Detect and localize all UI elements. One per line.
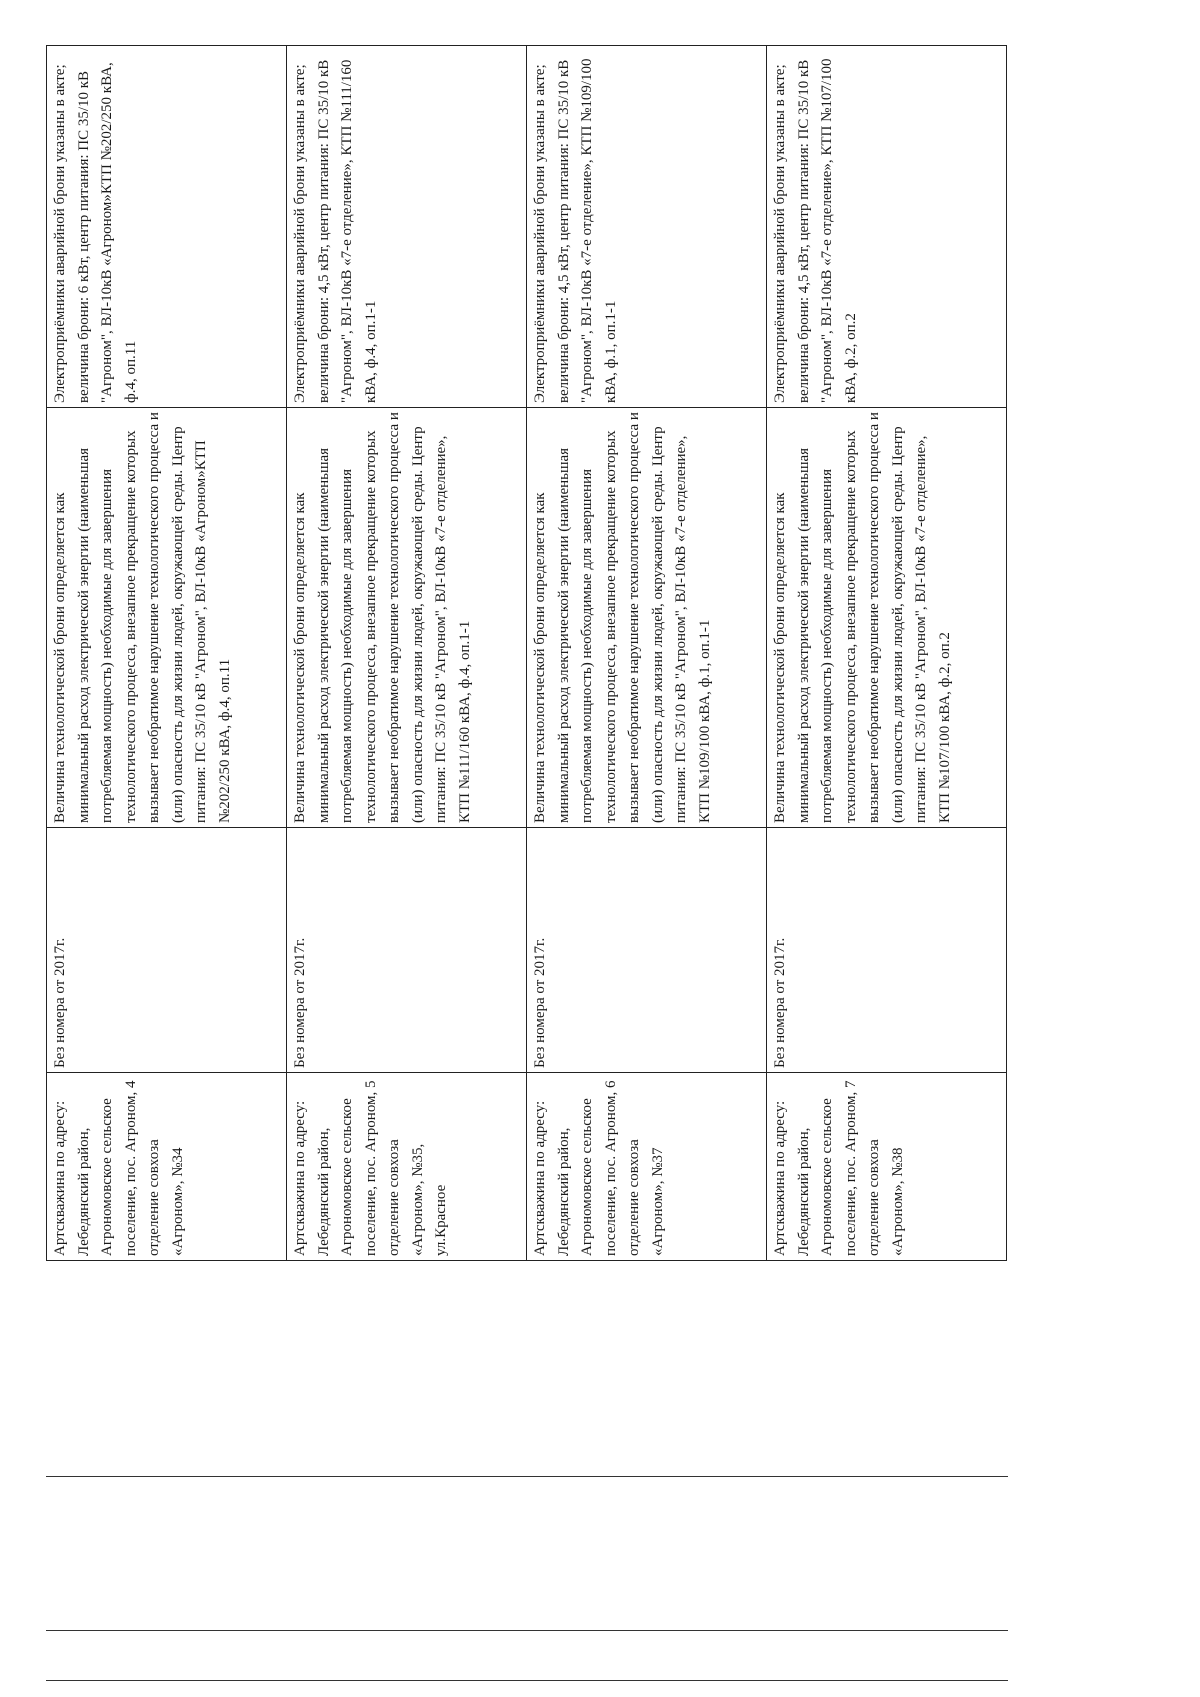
tech-reserve-cell: Величина технологической брони определяется как минимальный расход электрической энергии (наименьшая потребляемая мощность) необходимые для завершения технологического процесса, внезапное прекращение которых вызывает необратимое нарушение технологического процесса и (или) опасность для жизни людей, окружающей среды. Центр питания: ПС 35/10 кВ "Агроном", ВЛ-10кВ «7-е отделение», КТП №109/100 кВА, ф.1, оп.1-1 — [527, 408, 767, 828]
act-number-cell: Без номера от 2017г. — [287, 828, 527, 1073]
tech-reserve-cell: Величина технологической брони определяется как минимальный расход электрической энергии (наименьшая потребляемая мощность) необходимые для завершения технологического процесса, внезапное прекращение которых вызывает необратимое нарушение технологического процесса и (или) опасность для жизни людей, окружающей среды. Центр питания: ПС 35/10 кВ "Агроном", ВЛ-10кВ «7-е отделение», КТП №111/160 кВА, ф.4, оп.1-1 — [287, 408, 527, 828]
act-number-cell: Без номера от 2017г. — [527, 828, 767, 1073]
emergency-reserve-cell: Электроприёмники аварийной брони указаны в акте; величина брони: 4,5 кВт, центр питания: ПС 35/10 кВ "Агроном", ВЛ-10кВ «7-е отделение», КТП №107/100 кВА, ф.2, оп.2 — [767, 46, 1007, 408]
divider-line — [46, 1680, 1008, 1681]
table-row — [527, 46, 767, 1261]
act-number-cell: Без номера от 2017г. — [767, 828, 1007, 1073]
divider-line — [46, 1476, 1008, 1477]
object-address-cell: Артскважина по адресу: Лебедянский район, Агрономовское сельское поселение, пос. Агроном, 4 отделение совхоза «Агроном», №34 — [47, 1073, 287, 1261]
reserve-acts-table — [46, 45, 1007, 1261]
rotated-page-content — [46, 46, 1006, 1261]
divider-line — [46, 1630, 1008, 1631]
object-address-cell: Артскважина по адресу: Лебедянский район, Агрономовское сельское поселение, пос. Агроном, 5 отделение совхоза «Агроном», №35, ул.Красное — [287, 1073, 527, 1261]
tech-reserve-cell: Величина технологической брони определяется как минимальный расход электрической энергии (наименьшая потребляемая мощность) необходимые для завершения технологического процесса, внезапное прекращение которых вызывает необратимое нарушение технологического процесса и (или) опасность для жизни людей, окружающей среды. Центр питания: ПС 35/10 кВ "Агроном", ВЛ-10кВ «Агроном»КТП №202/250 кВА, ф.4, оп.11 — [47, 408, 287, 828]
table-row — [767, 46, 1007, 1261]
object-address-cell: Артскважина по адресу: Лебедянский район, Агрономовское сельское поселение, пос. Агроном, 7 отделение совхоза «Агроном», №38 — [767, 1073, 1007, 1261]
object-address-cell: Артскважина по адресу: Лебедянский район, Агрономовское сельское поселение, пос. Агроном, 6 отделение совхоза «Агроном», №37 — [527, 1073, 767, 1261]
table-row — [47, 46, 287, 1261]
emergency-reserve-cell: Электроприёмники аварийной брони указаны в акте; величина брони: 4,5 кВт, центр питания: ПС 35/10 кВ "Агроном", ВЛ-10кВ «7-е отделение», КТП №111/160 кВА, ф.4, оп.1-1 — [287, 46, 527, 408]
emergency-reserve-cell: Электроприёмники аварийной брони указаны в акте; величина брони: 4,5 кВт, центр питания: ПС 35/10 кВ "Агроном", ВЛ-10кВ «7-е отделение», КТП №109/100 кВА, ф.1, оп.1-1 — [527, 46, 767, 408]
act-number-cell: Без номера от 2017г. — [47, 828, 287, 1073]
emergency-reserve-cell: Электроприёмники аварийной брони указаны в акте; величина брони: 6 кВт, центр питания: ПС 35/10 кВ "Агроном", ВЛ-10кВ «Агроном»КТП №202/250 кВА, ф.4, оп.11 — [47, 46, 287, 408]
tech-reserve-cell: Величина технологической брони определяется как минимальный расход электрической энергии (наименьшая потребляемая мощность) необходимые для завершения технологического процесса, внезапное прекращение которых вызывает необратимое нарушение технологического процесса и (или) опасность для жизни людей, окружающей среды. Центр питания: ПС 35/10 кВ "Агроном", ВЛ-10кВ «7-е отделение», КТП №107/100 кВА, ф.2, оп.2 — [767, 408, 1007, 828]
table-row — [287, 46, 527, 1261]
